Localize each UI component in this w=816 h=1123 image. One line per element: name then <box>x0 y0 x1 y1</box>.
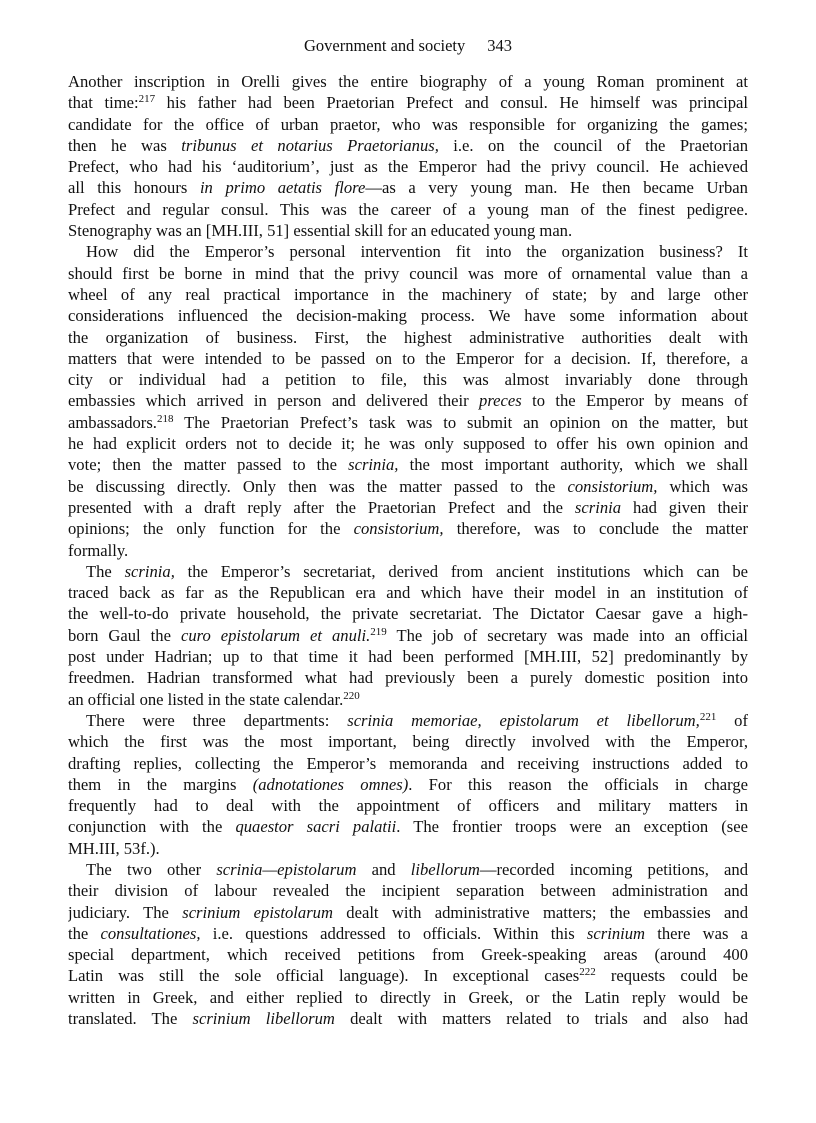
footnote-ref: 217 <box>138 93 156 106</box>
text-line <box>68 92 748 113</box>
text-line <box>68 540 748 561</box>
text-run: Another inscription in Orelli gives the entire biography of a young Roman prominent at <box>68 72 748 91</box>
text-line <box>68 114 748 135</box>
text-run: candidate for the office of urban praetor, who was responsible for organizing the games; <box>68 114 748 134</box>
text-line <box>68 412 748 433</box>
text-run: . The frontier troops were an exception (see <box>396 817 748 837</box>
text-run: which was <box>657 476 748 496</box>
text-run: Prefect, who had his ‘auditorium’, just as the Emperor had the privy council. He achieved <box>68 157 748 177</box>
text-run: conjunction with the <box>68 817 236 837</box>
text-run: to the Emperor by means of <box>521 391 748 411</box>
running-header <box>0 36 816 56</box>
text-run: post under Hadrian; up to that time it had been performed [MH.III, 52] predominantly by <box>68 647 748 667</box>
text-run: the <box>68 923 101 943</box>
page-number: 343 <box>487 36 513 55</box>
footnote-ref: 221 <box>699 710 717 723</box>
footnote-ref: 219 <box>370 625 387 638</box>
footnote-ref: 218 <box>156 412 174 425</box>
text-run: matters that were intended to be passed on to the Emperor for a decision. If, therefore, a <box>68 348 748 368</box>
italic-text: quaestor sacri palatii <box>235 817 397 837</box>
footnote-ref: 222 <box>579 966 596 979</box>
text-line <box>68 838 748 859</box>
italic-text: consultationes, <box>100 923 201 943</box>
text-line <box>68 880 748 901</box>
text-line <box>68 965 748 986</box>
text-line <box>68 774 748 795</box>
text-run: them in the margins <box>68 774 253 794</box>
text-run: The Praetorian Prefect’s task was to submit an opinion on the matter, but <box>173 412 748 432</box>
text-line <box>68 476 748 497</box>
text-run: Stenography was an [MH.III, 51] essential skill for an educated young man. <box>68 221 573 241</box>
text-run: The <box>86 561 125 581</box>
text-line <box>68 710 748 731</box>
text-run: the most important authority, which we shall <box>398 455 748 475</box>
text-line <box>68 390 748 411</box>
text-run: Latin was still the sole official language). In exceptional cases <box>68 966 580 986</box>
text-run: The job of secretary was made into an official <box>386 625 748 645</box>
text-run: the Emperor’s secretariat, derived from ancient institutions which can be <box>174 561 748 581</box>
text-run: that time: <box>68 93 139 113</box>
text-line <box>68 753 748 774</box>
text-run: translated. The <box>68 1009 193 1029</box>
text-run: vote; then the matter passed to the <box>68 455 349 475</box>
text-line <box>68 582 748 603</box>
text-line <box>68 454 748 475</box>
text-run: be discussing directly. Only then was the matter passed to the <box>68 476 568 496</box>
text-run: the well-to-do private household, the private secretariat. The Dictator Caesar gave a high- <box>68 604 748 624</box>
italic-text: consistorium, <box>567 476 658 496</box>
text-line <box>68 284 748 305</box>
text-run: their division of labour revealed the incipient separation between administration and <box>68 881 748 901</box>
text-line <box>68 305 748 326</box>
text-run: an official one listed in the state calendar. <box>68 689 344 709</box>
italic-text: curo epistolarum et anuli. <box>180 625 371 645</box>
text-run: born Gaul the <box>68 625 181 645</box>
header-title: Government and society <box>303 36 466 55</box>
footnote-ref: 220 <box>343 689 360 702</box>
italic-text: (adnotationes omnes) <box>252 774 409 794</box>
text-line <box>68 518 748 539</box>
italic-text: scrinium libellorum <box>192 1009 335 1029</box>
text-line <box>68 667 748 688</box>
text-run: he had explicit orders not to decide it; he was only supposed to offer his own opinion and <box>68 434 748 454</box>
text-line <box>68 369 748 390</box>
italic-text: scrinia memoriae, epistolarum et libellorum, <box>347 710 700 730</box>
text-run: special department, which received petitions from Greek-speaking areas (around 400 <box>68 945 748 965</box>
text-line <box>68 220 748 241</box>
italic-text: libellorum <box>410 859 480 879</box>
text-run: drafting replies, collecting the Emperor’s memoranda and receiving instructions added to <box>68 753 748 773</box>
text-run: should first be borne in mind that the privy council was more of ornamental value than a <box>68 263 748 283</box>
text-run: There were three departments: <box>86 710 348 730</box>
text-run: i.e. questions addressed to officials. Within this <box>200 923 587 943</box>
italic-text: scrinium epistolarum <box>182 902 333 922</box>
text-run: wheel of any real practical importance in the machinery of state; by and large other <box>68 284 748 304</box>
italic-text: in primo aetatis flore <box>199 178 366 198</box>
text-run: presented with a draft reply after the Praetorian Prefect and the <box>68 497 575 517</box>
text-run: —recorded incoming petitions, and <box>479 859 748 879</box>
body-text <box>68 71 748 1029</box>
text-line <box>68 497 748 518</box>
text-run: then he was <box>68 135 182 155</box>
text-line <box>68 902 748 923</box>
text-line <box>68 987 748 1008</box>
text-run: embassies which arrived in person and delivered their <box>68 391 480 411</box>
text-line <box>68 263 748 284</box>
text-line <box>68 135 748 156</box>
text-run: Prefect and regular consul. This was the career of a young man of the finest pedigree. <box>68 199 748 219</box>
text-run: traced back as far as the Republican era and which have their model in an institution of <box>68 583 748 603</box>
text-run: and <box>356 859 411 879</box>
text-line <box>68 1008 748 1029</box>
text-line <box>68 923 748 944</box>
text-line <box>68 177 748 198</box>
text-run: formally. <box>68 540 129 560</box>
text-line <box>68 71 748 92</box>
text-line <box>68 859 748 880</box>
text-line <box>68 795 748 816</box>
text-line <box>68 199 748 220</box>
text-run: . For this reason the officials in charge <box>408 774 748 794</box>
text-run: requests could be <box>595 966 748 986</box>
text-run: judiciary. The <box>68 902 183 922</box>
text-line <box>68 433 748 454</box>
text-run: city or individual had a petition to file, this was almost invariably done through <box>68 370 748 390</box>
text-line <box>68 646 748 667</box>
text-run: dealt with administrative matters; the embassies and <box>332 902 748 922</box>
text-run: How did the Emperor’s personal intervention fit into the organization business? It <box>86 242 748 262</box>
text-run: all this honours <box>68 178 200 198</box>
text-run: had given their <box>621 497 748 517</box>
italic-text: scrinia, <box>348 455 399 475</box>
text-line <box>68 241 748 262</box>
text-line <box>68 156 748 177</box>
text-line <box>68 561 748 582</box>
text-line <box>68 944 748 965</box>
text-run: the organization of business. First, the highest administrative authorities dealt with <box>68 327 748 347</box>
text-run: which the first was the most important, being directly involved with the Emperor, <box>68 732 748 752</box>
italic-text: tribunus et notarius Praetorianus, <box>181 135 439 155</box>
text-line <box>68 816 748 837</box>
text-run: of <box>716 710 748 730</box>
text-run: written in Greek, and either replied to directly in Greek, or the Latin reply would be <box>68 987 748 1007</box>
italic-text: preces <box>479 391 522 411</box>
text-run: there was a <box>645 923 748 943</box>
italic-text: scrinia, <box>124 561 175 581</box>
text-line <box>68 625 748 646</box>
text-run: opinions; the only function for the <box>68 519 354 539</box>
text-line <box>68 327 748 348</box>
text-line <box>68 348 748 369</box>
text-run: dealt with matters related to trials and also had <box>334 1009 748 1029</box>
text-run: frequently had to deal with the appointment of officers and military matters in <box>68 796 748 816</box>
italic-text: scrinium <box>586 923 645 943</box>
text-run: freedmen. Hadrian transformed what had previously been a purely domestic position into <box>68 668 748 688</box>
text-run: MH.III, 53f.). <box>68 838 160 858</box>
text-run: ambassadors. <box>68 412 157 432</box>
italic-text: scrinia <box>574 497 622 517</box>
italic-text: consistorium, <box>353 519 444 539</box>
italic-text: scrinia—epistolarum <box>216 859 357 879</box>
text-run: considerations influenced the decision-making process. We have some information about <box>68 306 748 326</box>
text-run: his father had been Praetorian Prefect and consul. He himself was principal <box>155 93 748 113</box>
text-line <box>68 689 748 710</box>
text-line <box>68 603 748 624</box>
text-run: therefore, was to conclude the matter <box>443 519 748 539</box>
text-run: —as a very young man. He then became Urban <box>365 178 748 198</box>
text-line <box>68 731 748 752</box>
text-run: i.e. on the council of the Praetorian <box>438 135 748 155</box>
text-run: The two other <box>86 859 217 879</box>
